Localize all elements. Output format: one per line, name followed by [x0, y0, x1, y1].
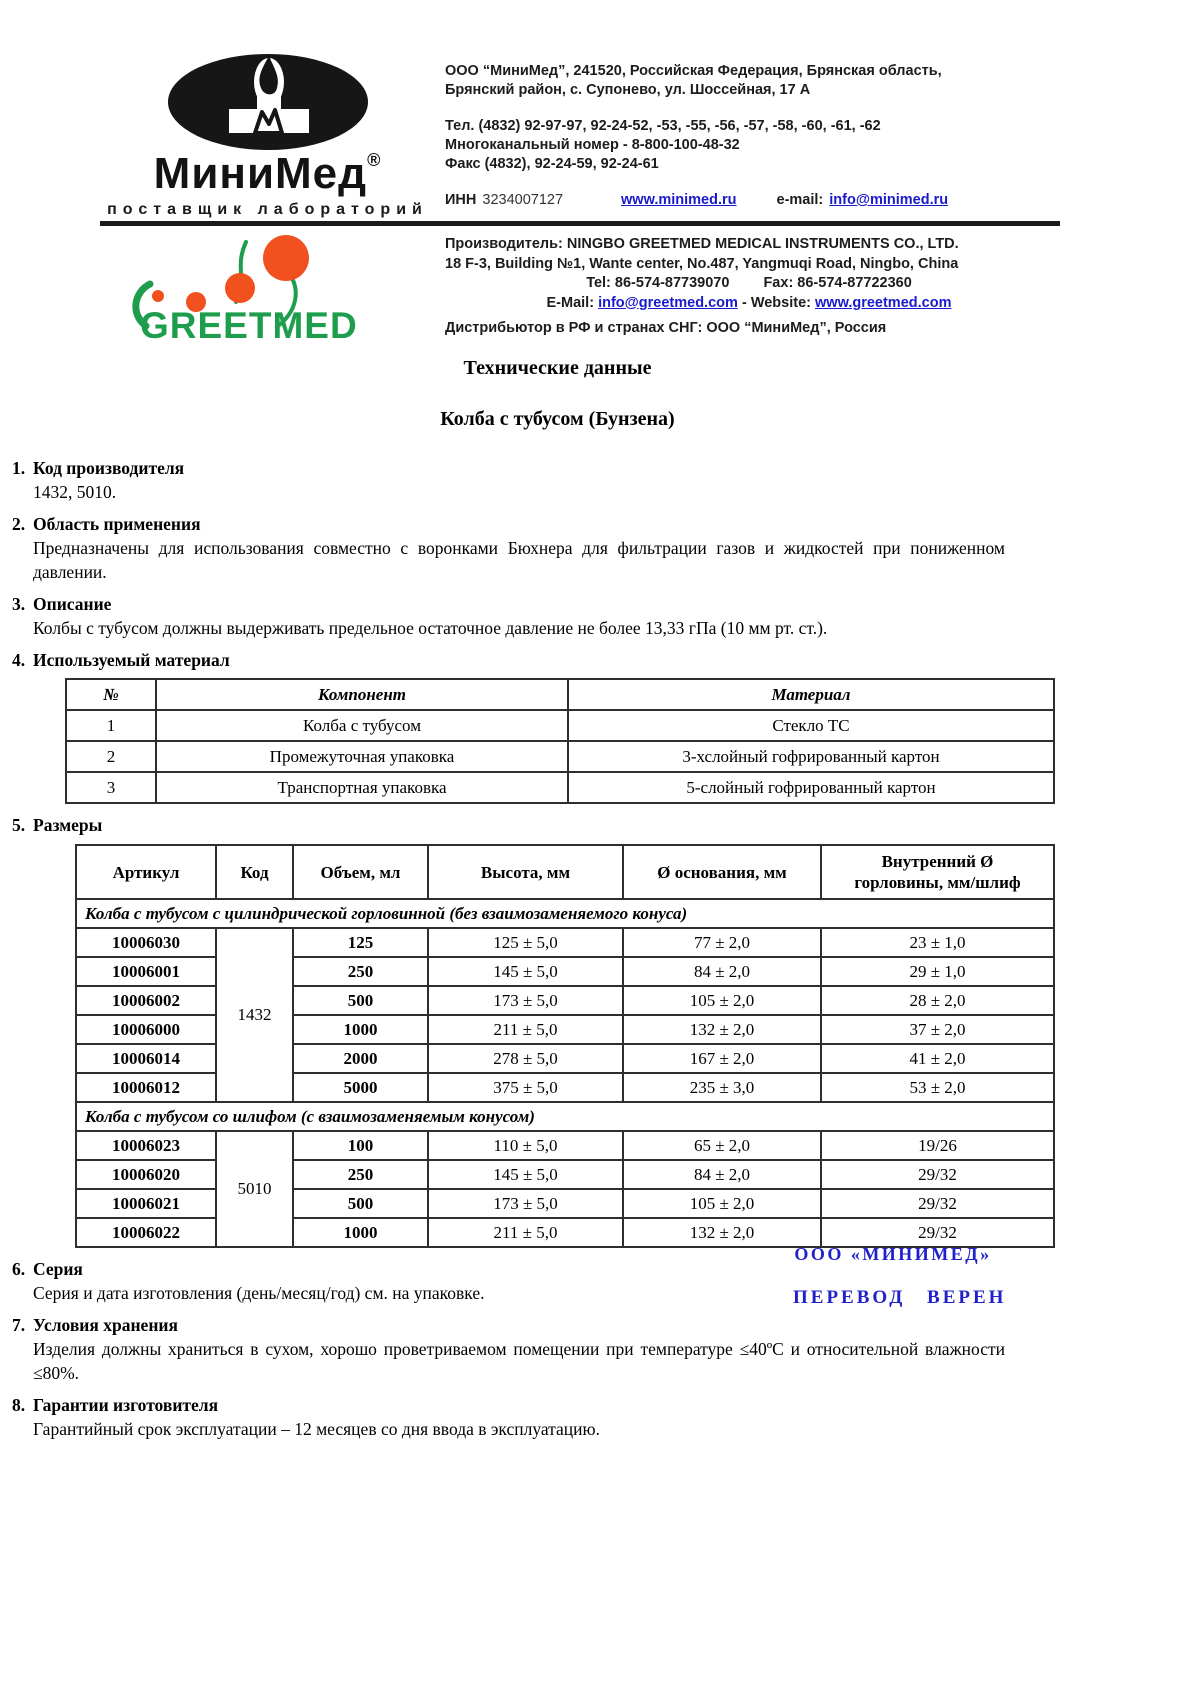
section-description [0, 593, 1200, 640]
cell-base-diameter: 132 ± 2,0 [623, 1015, 821, 1044]
address-line: ООО “МиниМед”, 241520, Российская Федерация, Брянская область, [445, 63, 942, 79]
section-title: Условия хранения [33, 1315, 178, 1335]
cell-volume: 100 [293, 1131, 428, 1160]
manufacturer-block [445, 235, 1053, 339]
cell-height: 110 ± 5,0 [428, 1131, 623, 1160]
stamp-verified: ПЕРЕВОД ВЕРЕН [793, 1287, 1007, 1308]
column-header-line: Внутренний Ø [881, 852, 994, 871]
cell-height: 145 ± 5,0 [428, 957, 623, 986]
minimed-logo [100, 52, 435, 219]
column-header: Объем, мл [293, 845, 428, 899]
cell-neck: 41 ± 2,0 [821, 1044, 1054, 1073]
table-row [76, 1131, 1054, 1160]
section-body: Предназначены для использования совместно с воронками Бюхнера для фильтрации газов и жидкостей при пониженном давлении. [33, 538, 1005, 582]
section-application-area [0, 513, 1200, 584]
section-number: 4. [12, 650, 26, 670]
cell-volume: 125 [293, 928, 428, 957]
cell-height: 211 ± 5,0 [428, 1218, 623, 1247]
manufacturer-tel: Tel: 86-574-87739070 [586, 275, 730, 291]
cell-volume: 250 [293, 1160, 428, 1189]
cell-height: 375 ± 5,0 [428, 1073, 623, 1102]
column-header: Код [216, 845, 293, 899]
cell-neck: 29/32 [821, 1160, 1054, 1189]
cell-volume: 500 [293, 1189, 428, 1218]
section-series [0, 1258, 1200, 1305]
section-materials [0, 649, 1200, 672]
registered-mark-icon: ® [367, 150, 382, 170]
section-body: 1432, 5010. [33, 482, 117, 502]
stamp-company: ООО «МИНИМЕД» [794, 1244, 992, 1264]
table-row [76, 928, 1054, 957]
cell-article: 10006020 [76, 1160, 216, 1189]
section-dimensions [0, 814, 1200, 837]
cell-volume: 1000 [293, 1218, 428, 1247]
section-body: Колбы с тубусом должны выдерживать предельное остаточное давление не более 13,33 гПа (10 мм рт. ст.). [33, 618, 828, 638]
cell-material: 5-слойный гофрированный картон [568, 772, 1054, 803]
column-header: Высота, мм [428, 845, 623, 899]
cell-component: Колба с тубусом [156, 710, 568, 741]
table-group-row [76, 899, 1054, 928]
cell-article: 10006021 [76, 1189, 216, 1218]
cell-height: 211 ± 5,0 [428, 1015, 623, 1044]
column-header: Ø основания, мм [623, 845, 821, 899]
section-number: 2. [12, 514, 26, 534]
section-storage [0, 1314, 1200, 1385]
cell-article: 10006000 [76, 1015, 216, 1044]
cell-base-diameter: 84 ± 2,0 [623, 1160, 821, 1189]
cell-neck: 37 ± 2,0 [821, 1015, 1054, 1044]
cell-volume: 250 [293, 957, 428, 986]
cell-article: 10006012 [76, 1073, 216, 1102]
column-header [821, 845, 1054, 899]
column-header: Материал [568, 679, 1054, 710]
section-number: 1. [12, 458, 26, 478]
cell-material: Стекло ТС [568, 710, 1054, 741]
section-title: Гарантии изготовителя [33, 1395, 219, 1415]
minimed-contact-block [445, 62, 1050, 210]
phone-line: Тел. (4832) 92-97-97, 92-24-52, -53, -55, -56, -57, -58, -60, -61, -62 [445, 118, 881, 134]
group-title: Колба с тубусом со шлифом (с взаимозаменяемым конусом) [76, 1102, 1054, 1131]
cell-article: 10006030 [76, 928, 216, 957]
cell-volume: 2000 [293, 1044, 428, 1073]
address-line: Брянский район, с. Супонево, ул. Шоссейная, 17 А [445, 82, 811, 98]
greetmed-brand-text: GREETMED [140, 305, 358, 344]
section-number: 3. [12, 594, 26, 614]
table-row [66, 710, 1054, 741]
minimed-email-link[interactable]: info@minimed.ru [829, 192, 949, 208]
cell-article: 10006001 [76, 957, 216, 986]
section-title: Описание [33, 594, 112, 614]
cell-base-diameter: 167 ± 2,0 [623, 1044, 821, 1073]
cell-neck: 53 ± 2,0 [821, 1073, 1054, 1102]
distributor-line: Дистрибьютор в РФ и странах СНГ: ООО “МиниМед”, Россия [445, 320, 887, 336]
inn-value: 3234007127 [482, 192, 564, 208]
section-title: Серия [33, 1259, 83, 1279]
separator: - [741, 294, 747, 311]
section-number: 6. [12, 1259, 26, 1279]
greetmed-mark-icon [116, 230, 366, 344]
cell-num: 2 [66, 741, 156, 772]
table-row [66, 772, 1054, 803]
greetmed-email-label: E-Mail: [546, 294, 595, 311]
document-body [0, 357, 1200, 1450]
cell-neck: 19/26 [821, 1131, 1054, 1160]
minimed-flame-icon [163, 52, 373, 152]
cell-num: 1 [66, 710, 156, 741]
inn-label: ИНН [445, 192, 477, 208]
cell-code: 1432 [216, 928, 293, 1102]
greetmed-website-label: Website: [750, 294, 811, 311]
dimensions-table [75, 844, 1055, 1248]
minimed-tagline: поставщик лабораторий [107, 201, 428, 218]
cell-height: 125 ± 5,0 [428, 928, 623, 957]
table-row [66, 741, 1054, 772]
section-body: Серия и дата изготовления (день/месяц/год) см. на упаковке. [33, 1283, 485, 1303]
section-number: 7. [12, 1315, 26, 1335]
section-warranty [0, 1394, 1200, 1441]
greetmed-website-link[interactable]: www.greetmed.com [815, 294, 952, 311]
table-group-row [76, 1102, 1054, 1131]
section-title: Размеры [33, 815, 103, 835]
column-header: Артикул [76, 845, 216, 899]
column-header: Компонент [156, 679, 568, 710]
cell-article: 10006022 [76, 1218, 216, 1247]
group-title: Колба с тубусом с цилиндрической горловинной (без взаимозаменяемого конуса) [76, 899, 1054, 928]
cell-height: 145 ± 5,0 [428, 1160, 623, 1189]
cell-neck: 29/32 [821, 1189, 1054, 1218]
cell-base-diameter: 65 ± 2,0 [623, 1131, 821, 1160]
page-subtitle: Колба с тубусом (Бунзена) [440, 408, 675, 430]
cell-material: 3-хслойный гофрированный картон [568, 741, 1054, 772]
cell-code: 5010 [216, 1131, 293, 1247]
page-title: Технические данные [463, 357, 652, 379]
cell-volume: 500 [293, 986, 428, 1015]
fax-line: Факс (4832), 92-24-59, 92-24-61 [445, 156, 659, 172]
minimed-brand: МиниМед® [153, 149, 382, 198]
cell-base-diameter: 84 ± 2,0 [623, 957, 821, 986]
table-header-row [66, 679, 1054, 710]
manufacturer-fax: Fax: 86-574-87722360 [763, 275, 912, 291]
cell-component: Промежуточная упаковка [156, 741, 568, 772]
translation-stamp [793, 1244, 1007, 1309]
cell-base-diameter: 132 ± 2,0 [623, 1218, 821, 1247]
cell-height: 173 ± 5,0 [428, 1189, 623, 1218]
cell-article: 10006014 [76, 1044, 216, 1073]
cell-neck: 29/32 [821, 1218, 1054, 1247]
cell-component: Транспортная упаковка [156, 772, 568, 803]
section-number: 8. [12, 1395, 26, 1415]
column-header-line: горловины, мм/шлиф [854, 873, 1021, 892]
header-divider [100, 221, 1060, 226]
manufacturer-line: Производитель: NINGBO GREETMED MEDICAL INSTRUMENTS CO., LTD. [445, 236, 959, 252]
cell-height: 173 ± 5,0 [428, 986, 623, 1015]
cell-neck: 29 ± 1,0 [821, 957, 1054, 986]
cell-base-diameter: 77 ± 2,0 [623, 928, 821, 957]
section-title: Область применения [33, 514, 201, 534]
minimed-website-link[interactable]: www.minimed.ru [621, 192, 737, 208]
section-title: Код производителя [33, 458, 185, 478]
greetmed-email-link[interactable]: info@greetmed.com [598, 294, 738, 311]
greetmed-logo [116, 230, 366, 344]
cell-base-diameter: 105 ± 2,0 [623, 986, 821, 1015]
cell-article: 10006023 [76, 1131, 216, 1160]
column-header: № [66, 679, 156, 710]
cell-neck: 23 ± 1,0 [821, 928, 1054, 957]
cell-article: 10006002 [76, 986, 216, 1015]
cell-base-diameter: 235 ± 3,0 [623, 1073, 821, 1102]
materials-table [65, 678, 1055, 804]
cell-volume: 1000 [293, 1015, 428, 1044]
section-body: Гарантийный срок эксплуатации – 12 месяцев со дня ввода в эксплуатацию. [33, 1419, 600, 1439]
cell-num: 3 [66, 772, 156, 803]
section-manufacturer-code [0, 457, 1200, 504]
multichannel-line: Многоканальный номер - 8-800-100-48-32 [445, 137, 740, 153]
section-body: Изделия должны храниться в сухом, хорошо проветриваемом помещении при температуре ≤40ºС и относительной влажности ≤80%. [33, 1339, 1005, 1383]
section-number: 5. [12, 815, 26, 835]
cell-volume: 5000 [293, 1073, 428, 1102]
email-label: e-mail: [776, 192, 824, 208]
manufacturer-line: 18 F-3, Building №1, Wante center, No.487, Yangmuqi Road, Ningbo, China [445, 255, 959, 272]
cell-base-diameter: 105 ± 2,0 [623, 1189, 821, 1218]
cell-neck: 28 ± 2,0 [821, 986, 1054, 1015]
section-title: Используемый материал [33, 650, 230, 670]
cell-height: 278 ± 5,0 [428, 1044, 623, 1073]
table-header-row [76, 845, 1054, 899]
